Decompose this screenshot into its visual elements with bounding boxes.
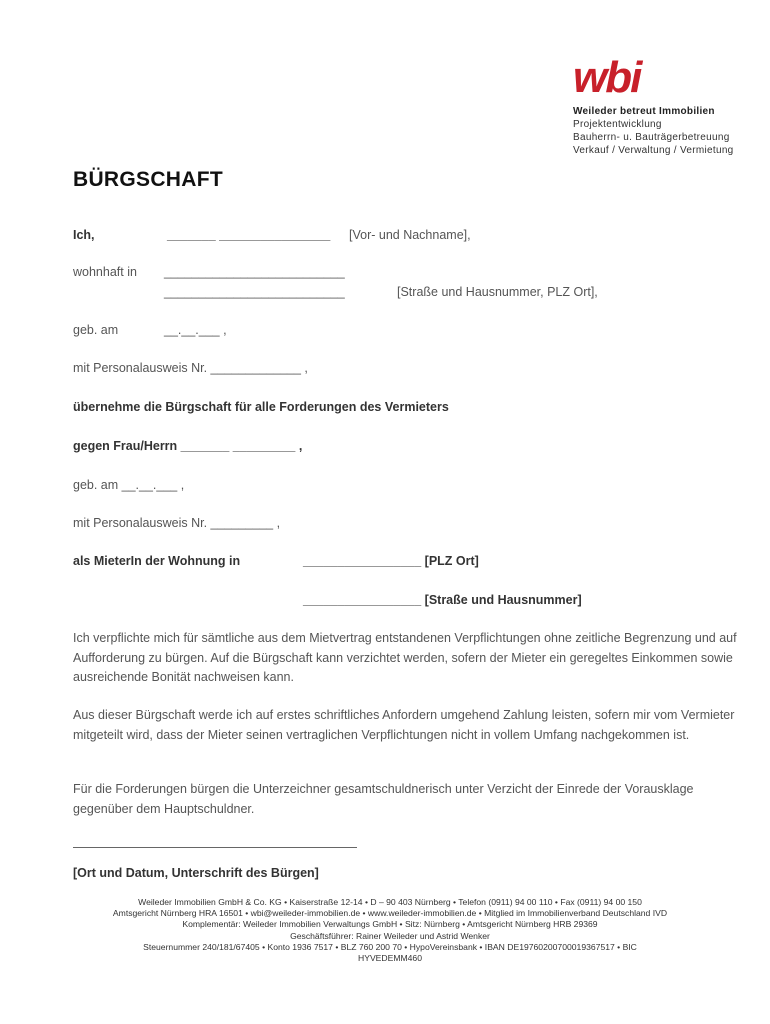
plz-ort-blank[interactable]: _________________ [PLZ Ort] [303,554,479,568]
uebernehme-line: übernehme die Bürgschaft für alle Forderungen des Vermieters [73,400,449,414]
paragraph-gesamtschuld: Für die Forderungen bürgen die Unterzeichner gesamtschuldnerisch unter Verzicht der Einrede der Vorausklage gegenüber dem Hauptschuldner. [73,782,694,816]
tenant-ausweis-line[interactable]: mit Personalausweis Nr. _________ , [73,516,281,530]
birthdate-blank[interactable]: __.__.___ , [164,323,227,337]
name-blank[interactable]: _______ ________________ [167,228,331,242]
footer-line-5: Steuernummer 240/181/67405 • Konto 1936 7517 • BLZ 760 200 70 • HypoVereinsbank • IBAN DE19760200700019367517 • BIC [143,941,637,952]
wbi-logo [571,52,675,100]
paragraph-verpflichtung: Ich verpflichte mich für sämtliche aus dem Mietvertrag entstandenen Verpflichtungen ohne zeitliche Begrenzung und auf Aufforderung zu bürgen. Auf die Bürgschaft kann verzichtet werden, sofern der Mieter ein geregeltes Einkommen sowie ausreichende Bonität nachweisen kann. [73,631,737,684]
mieter-label: als MieterIn der Wohnung in [73,554,241,568]
tenant-birthdate-line[interactable]: geb. am __.__.___ , [73,478,185,492]
wohnhaft-label: wohnhaft in [73,265,137,279]
ausweis-line[interactable]: mit Personalausweis Nr. _____________ , [73,361,308,375]
signature-line[interactable] [73,847,357,848]
strasse-blank[interactable]: _________________ [Straße und Hausnummer] [303,593,582,607]
footer-line-6: HYVEDEMM460 [358,953,422,964]
company-service-3: Verkauf / Verwaltung / Vermietung [573,145,734,156]
paragraph-zahlung: Aus dieser Bürgschaft werde ich auf erstes schriftliches Anfordern umgehend Zahlung leisten, sofern mir vom Vermieter mitgeteilt wird, dass der Mieter seinen vertraglichen Verpflichtungen nicht in vollem Umfang nachgekommen ist. [73,708,735,742]
company-service-2: Bauherrn- u. Bauträgerbetreuung [573,132,730,143]
footer-line-3: Komplementär: Weileder Immobilien Verwaltungs GmbH • Sitz: Nürnberg • Amtsgericht Nürnberg HRB 29369 [182,919,598,930]
name-hint: [Vor- und Nachname], [349,228,471,242]
geb-label: geb. am [73,323,119,337]
footer [70,897,710,964]
footer-line-2: Amtsgericht Nürnberg HRA 16501 • wbi@weileder-immobilien.de • www.weileder-immobilien.de • Mitglied im Immobilienverband Deutschland IVD [112,908,668,919]
address-blank-2[interactable]: __________________________ [164,285,345,299]
gegen-line[interactable]: gegen Frau/Herrn _______ _________ , [73,439,303,453]
signature-label: [Ort und Datum, Unterschrift des Bürgen] [73,866,319,880]
ich-label: Ich, [73,228,95,242]
document-title: BÜRGSCHAFT [73,168,223,191]
logo-text: wbi [573,53,641,100]
company-name: Weileder betreut Immobilien [573,106,715,117]
company-service-1: Projektentwicklung [573,119,662,130]
company-info [573,105,734,157]
address-blank-1[interactable]: __________________________ [164,265,345,279]
footer-line-1: Weileder Immobilien GmbH & Co. KG • Kaiserstraße 12-14 • D – 90 403 Nürnberg • Telefon (0911) 94 00 110 • Fax (0911) 94 00 150 [138,897,642,907]
address-hint: [Straße und Hausnummer, PLZ Ort], [397,285,598,299]
footer-line-4: Geschäftsführer: Rainer Weileder und Astrid Wenker [290,930,490,941]
